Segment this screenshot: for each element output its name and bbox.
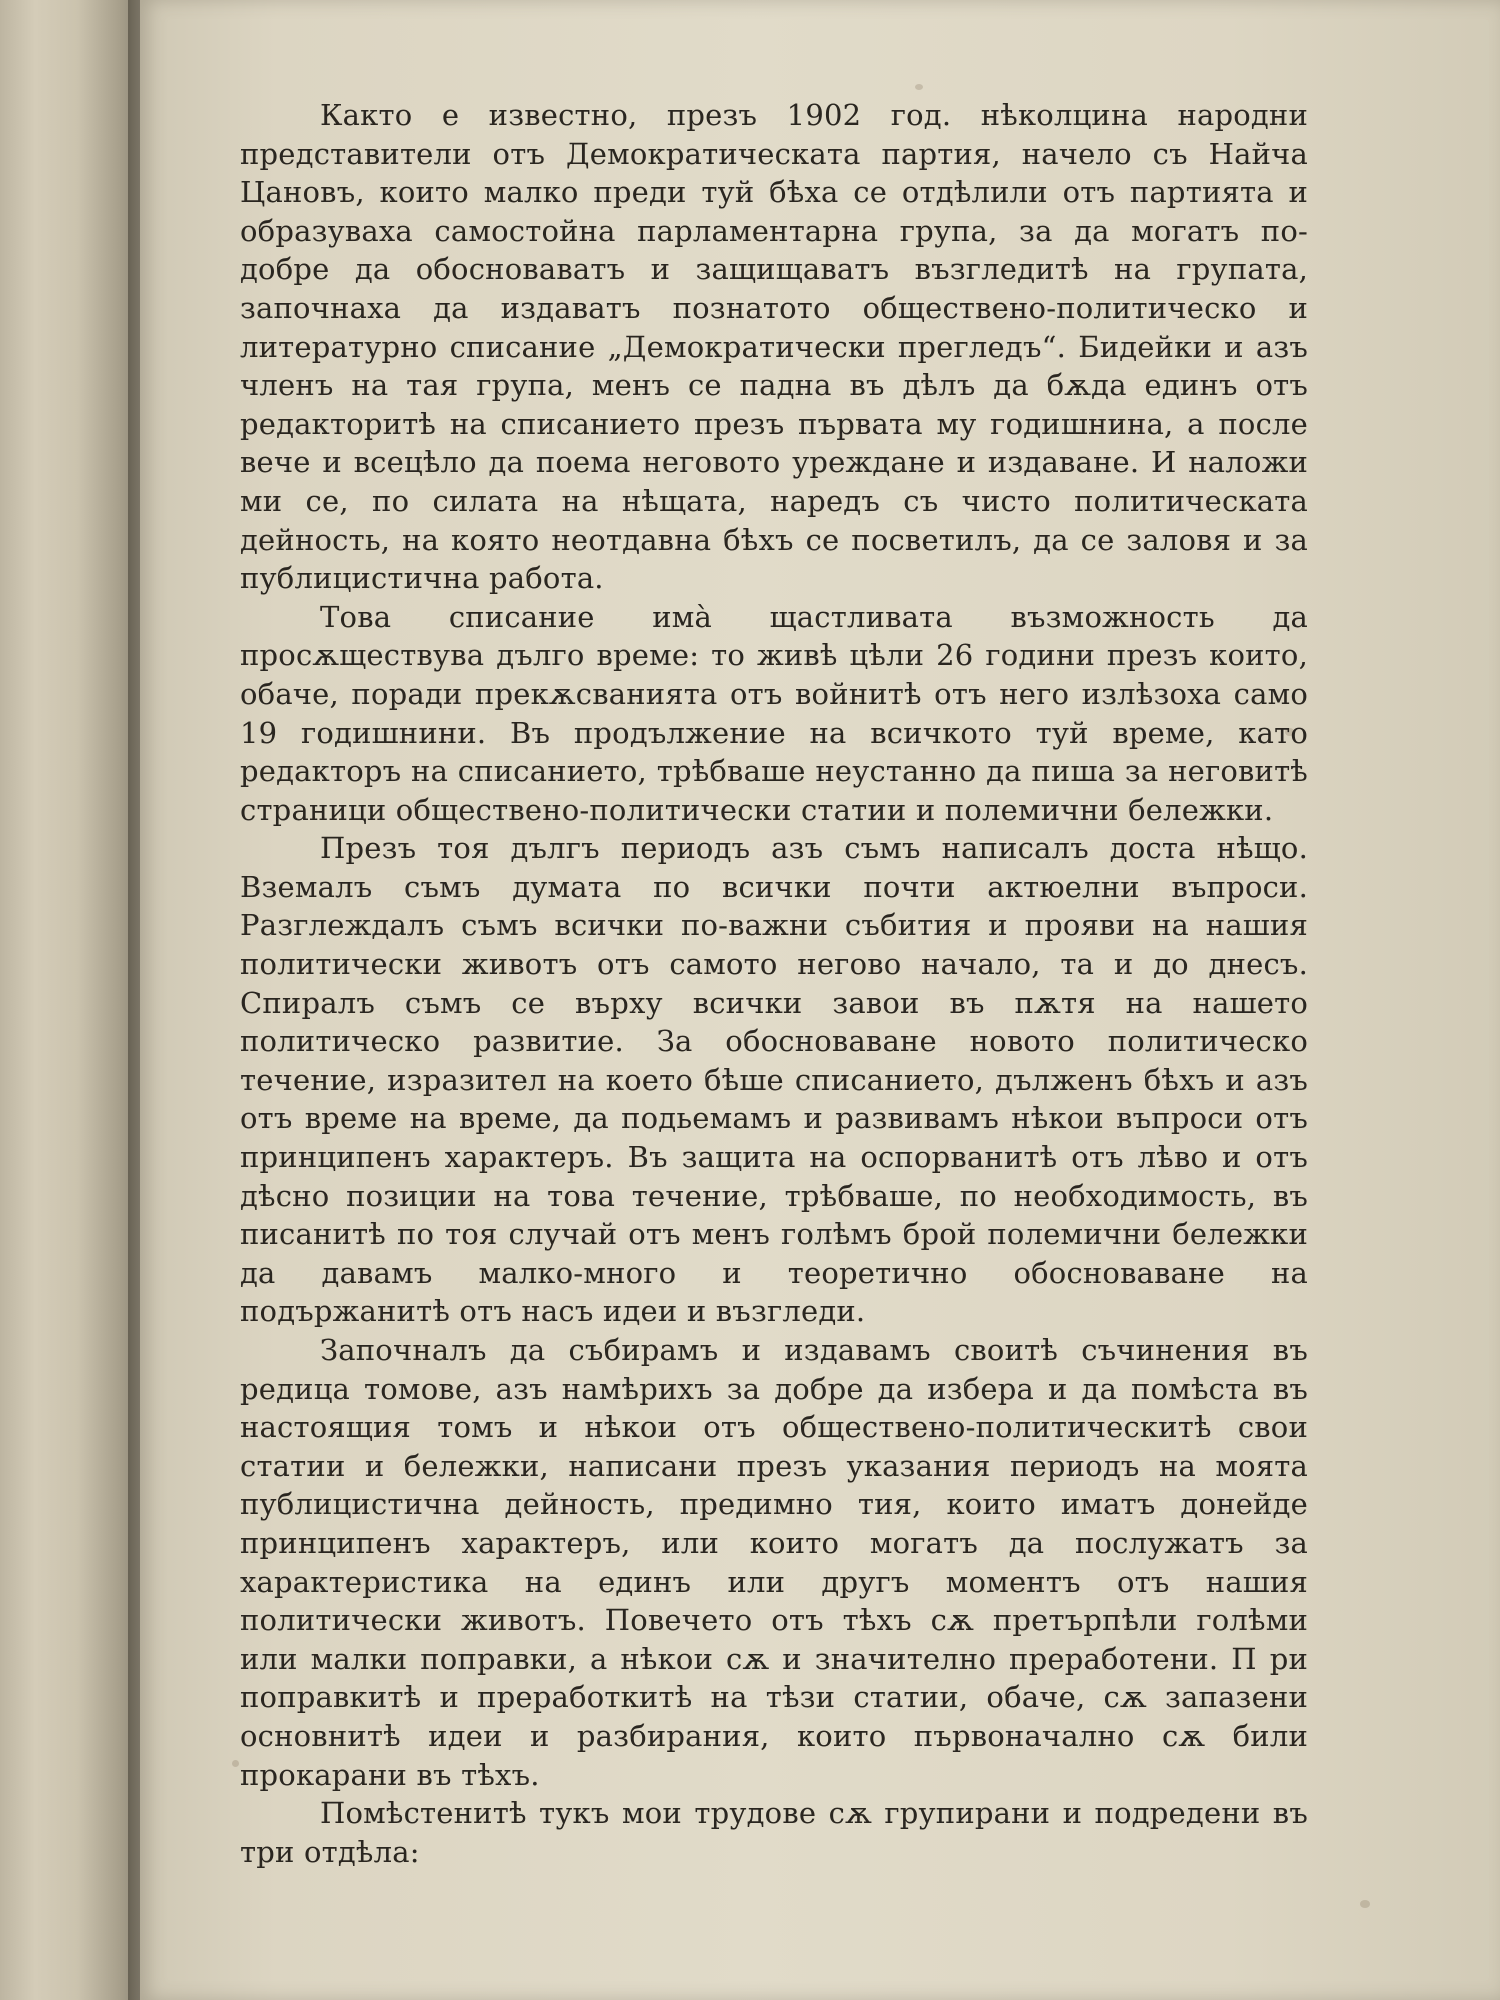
paper-speck [232, 1760, 239, 1767]
paragraph-4: Започналъ да събирамъ и издавамъ своитѣ съчинения въ редица томове, азъ намѣрихъ за добре да избера и да помѣста въ настоящия томъ и нѣкои отъ обществено-политическитѣ свои статии и бележки, написани презъ указания периодъ на моята публицистична дейность, предимно тия, които иматъ донейде принципенъ характеръ, или които могатъ да послужатъ за характеристика на единъ или другъ моментъ отъ нашия политически животъ. Повечето отъ тѣхъ сѫ претърпѣли голѣми или малки поправки, а нѣкои сѫ и значително преработени. П ри поправкитѣ и преработкитѣ на тѣзи статии, обаче, сѫ запазени основнитѣ идеи и разбирания, които първоначално сѫ били прокарани въ тѣхъ. [240, 1333, 1308, 1792]
paragraph-1: Както е известно, презъ 1902 год. нѣколцина народни представители отъ Демократическата партия, начело съ Найча Цановъ, които малко преди туй бѣха се отдѣлили отъ партията и образуваха самостойна парламентарна група, за да могатъ по-добре да обосноваватъ и защищаватъ възгледитѣ на групата, започнаха да издаватъ познатото обществено-политическо и литературно списание „Демократически прегледъ“. Бидейки и азъ членъ на тая група, менъ се падна въ дѣлъ да бѫда единъ отъ редакторитѣ на списанието презъ първата му годишнина, а после вече и всецѣло да поема неговото уреждане и издаване. И наложи ми се, по силата на нѣщата, наредъ съ чисто политическата дейность, на която неотдавна бѣхъ се посветилъ, да се заловя и за публицистична работа. [240, 98, 1308, 596]
left-page-edge [0, 0, 140, 2000]
paragraph-2: Това списание имà щастливата възможность да просѫществува дълго време: то живѣ цѣли 26 години презъ които, обаче, поради прекѫсванията отъ войнитѣ отъ него излѣзоха само 19 годишнини. Въ продължение на всичкото туй време, като редакторъ на списанието, трѣбваше неустанно да пиша за неговитѣ страници обществено-политически статии и полемични бележки. [240, 599, 1308, 827]
paragraph-3: Презъ тоя дългъ периодъ азъ съмъ написалъ доста нѣщо. Вземалъ съмъ думата по всички почти актюелни въпроси. Разглеждалъ съмъ всички по-важни събития и прояви на нашия политически животъ отъ самото негово начало, та и до днесъ. Спиралъ съмъ се върху всички завои въ пѫтя на нашето политическо развитие. За обосноваване новото политическо течение, изразител на което бѣше списанието, дълженъ бѣхъ и азъ отъ време на време, да подьемамъ и развивамъ нѣкои въпроси отъ принципенъ характеръ. Въ защита на оспорванитѣ отъ лѣво и отъ дѣсно позиции на това течение, трѣбваше, по необходимость, въ писанитѣ по тоя случай отъ менъ голѣмъ брой полемични бележки да давамъ малко-много и теоретично обосноваване на подържанитѣ отъ насъ идеи и възгледи. [240, 831, 1308, 1329]
page-body-text [240, 96, 1308, 1871]
paper-speck [1360, 1900, 1370, 1908]
book-page [140, 0, 1500, 2000]
paper-speck [915, 84, 923, 90]
paragraph-5: Помѣстенитѣ тукъ мои трудове сѫ групирани и подредени въ три отдѣла: [240, 1796, 1308, 1869]
